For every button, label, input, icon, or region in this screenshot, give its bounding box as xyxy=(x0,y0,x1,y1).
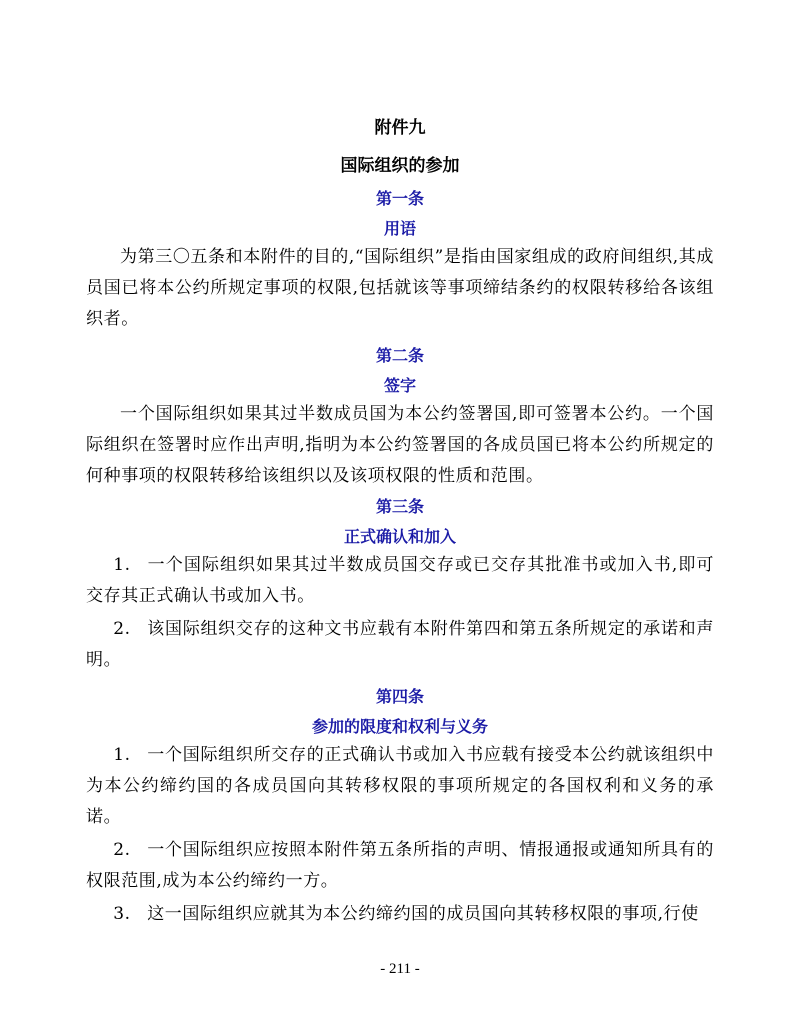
article-number: 第四条 xyxy=(375,687,424,706)
document-page xyxy=(86,108,714,930)
paragraph xyxy=(86,399,714,492)
article-3 xyxy=(86,496,714,676)
numbered-paragraph xyxy=(86,550,714,612)
paragraph-number: 2. xyxy=(113,840,131,860)
article-number: 第二条 xyxy=(375,346,424,365)
numbered-paragraph xyxy=(86,899,714,930)
paragraph-text: 一个国际组织应按照本附件第五条所指的声明、情报通报或通知所具有的权限范围,成为本公约缔约一方。 xyxy=(86,840,714,891)
paragraph xyxy=(86,242,714,335)
page-number: - 211 - xyxy=(380,961,420,977)
numbered-paragraph xyxy=(86,740,714,833)
paragraph-text: 该国际组织交存的这种文书应载有本附件第四和第五条所规定的承诺和声明。 xyxy=(86,619,714,670)
article-title: 参加的限度和权利与义务 xyxy=(311,717,488,736)
paragraph-number: 1. xyxy=(113,745,131,765)
article-1 xyxy=(86,188,714,335)
article-title: 签字 xyxy=(383,376,416,395)
paragraph-number: 3. xyxy=(113,904,131,924)
article-4 xyxy=(86,686,714,930)
paragraph-text: 这一国际组织应就其为本公约缔约国的成员国向其转移权限的事项,行使 xyxy=(147,904,699,924)
article-2 xyxy=(86,345,714,492)
paragraph-text: 一个国际组织如果其过半数成员国为本公约签署国,即可签署本公约。一个国际组织在签署时应作出声明,指明为本公约签署国的各成员国已将本公约所规定的何种事项的权限转移给该组织以及该项权限的性质和范围。 xyxy=(86,404,714,486)
annex-title: 附件九 xyxy=(374,118,426,138)
article-title: 正式确认和加入 xyxy=(343,527,456,546)
article-number: 第一条 xyxy=(375,189,424,208)
paragraph-number: 1. xyxy=(113,555,131,575)
paragraph-text: 一个国际组织所交存的正式确认书或加入书应载有接受本公约就该组织中为本公约缔约国的各成员国向其转移权限的事项所规定的各国权利和义务的承诺。 xyxy=(86,745,714,827)
paragraph-text: 一个国际组织如果其过半数成员国交存或已交存其批准书或加入书,即可交存其正式确认书或加入书。 xyxy=(86,555,714,606)
article-title: 用语 xyxy=(383,219,416,238)
paragraph-text: 为第三〇五条和本附件的目的,“国际组织”是指由国家组成的政府间组织,其成员国已将本公约所规定事项的权限,包括就该等事项缔结条约的权限转移给各该组织者。 xyxy=(86,247,714,329)
article-number: 第三条 xyxy=(375,497,424,516)
annex-subtitle: 国际组织的参加 xyxy=(340,156,460,176)
numbered-paragraph xyxy=(86,614,714,676)
numbered-paragraph xyxy=(86,835,714,897)
paragraph-number: 2. xyxy=(113,619,131,639)
